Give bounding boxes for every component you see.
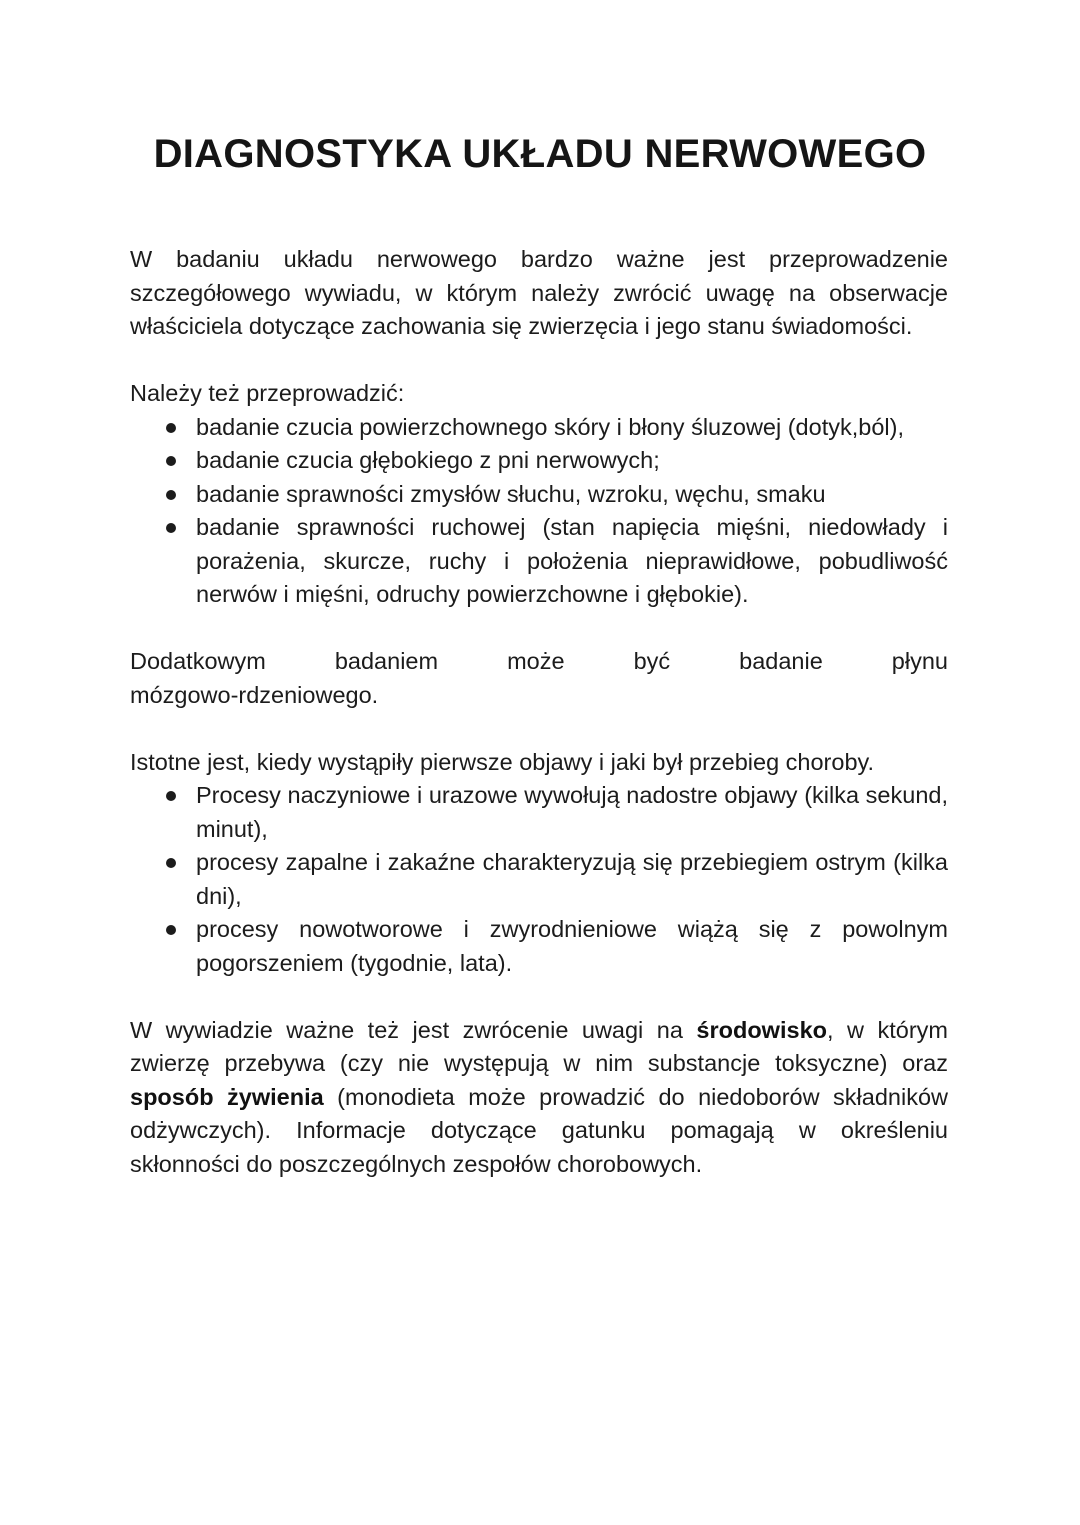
text-span: , w którym zwierzę przebywa (czy nie występują w nim substancje toksyczne) oraz [130,1016,948,1076]
document-body [130,243,948,1181]
list-item: procesy zapalne i zakaźne charakteryzują się przebiegiem ostrym (kilka dni), [196,846,948,913]
paragraph-additional-line1: Dodatkowym badaniem może być badanie płynu [130,648,948,674]
text-span: W wywiadzie ważne też jest zwrócenie uwagi na [130,1016,697,1043]
list-item: badanie sprawności zmysłów słuchu, wzroku, węchu, smaku [196,478,948,512]
paragraph-additional-line2: mózgowo-rdzeniowego. [130,681,379,708]
disease-course-list [130,779,948,980]
list-item: badanie czucia powierzchownego skóry i błony śluzowej (dotyk,ból), [196,411,948,445]
page-title: DIAGNOSTYKA UKŁADU NERWOWEGO [153,132,927,176]
paragraph-environment [130,1014,948,1182]
bold-term-feeding: sposób żywienia [130,1083,324,1110]
list-item: badanie sprawności ruchowej (stan napięcia mięśni, niedowłady i porażenia, skurcze, ruchy i położenia nieprawidłowe, pobudliwość nerwów i mięśni, odruchy powierzchowne i głębokie). [196,511,948,612]
bold-term-environment: środowisko [696,1016,827,1043]
procedures-list [130,411,948,612]
text-span: (monodieta może prowadzić do niedoborów składników odżywczych). Informacje dotyczące gatunku pomagają w określeniu skłonności do poszczególnych zespołów chorobowych. [130,1083,948,1177]
paragraph-interview: W badaniu układu nerwowego bardzo ważne jest przeprowadzenie szczegółowego wywiadu, w którym należy zwrócić uwagę na obserwacje właściciela dotyczące zachowania się zwierzęcia i jego stanu świadomości. [130,246,948,339]
list-item: badanie czucia głębokiego z pni nerwowych; [196,444,948,478]
paragraph-procedures-intro: Należy też przeprowadzić: [130,380,405,406]
paragraph-disease-course-intro: Istotne jest, kiedy wystąpiły pierwsze objawy i jaki był przebieg choroby. [130,748,875,775]
list-item: Procesy naczyniowe i urazowe wywołują nadostre objawy (kilka sekund, minut), [196,779,948,846]
list-item: procesy nowotworowe i zwyrodnieniowe wiążą się z powolnym pogorszeniem (tygodnie, lata). [196,913,948,980]
